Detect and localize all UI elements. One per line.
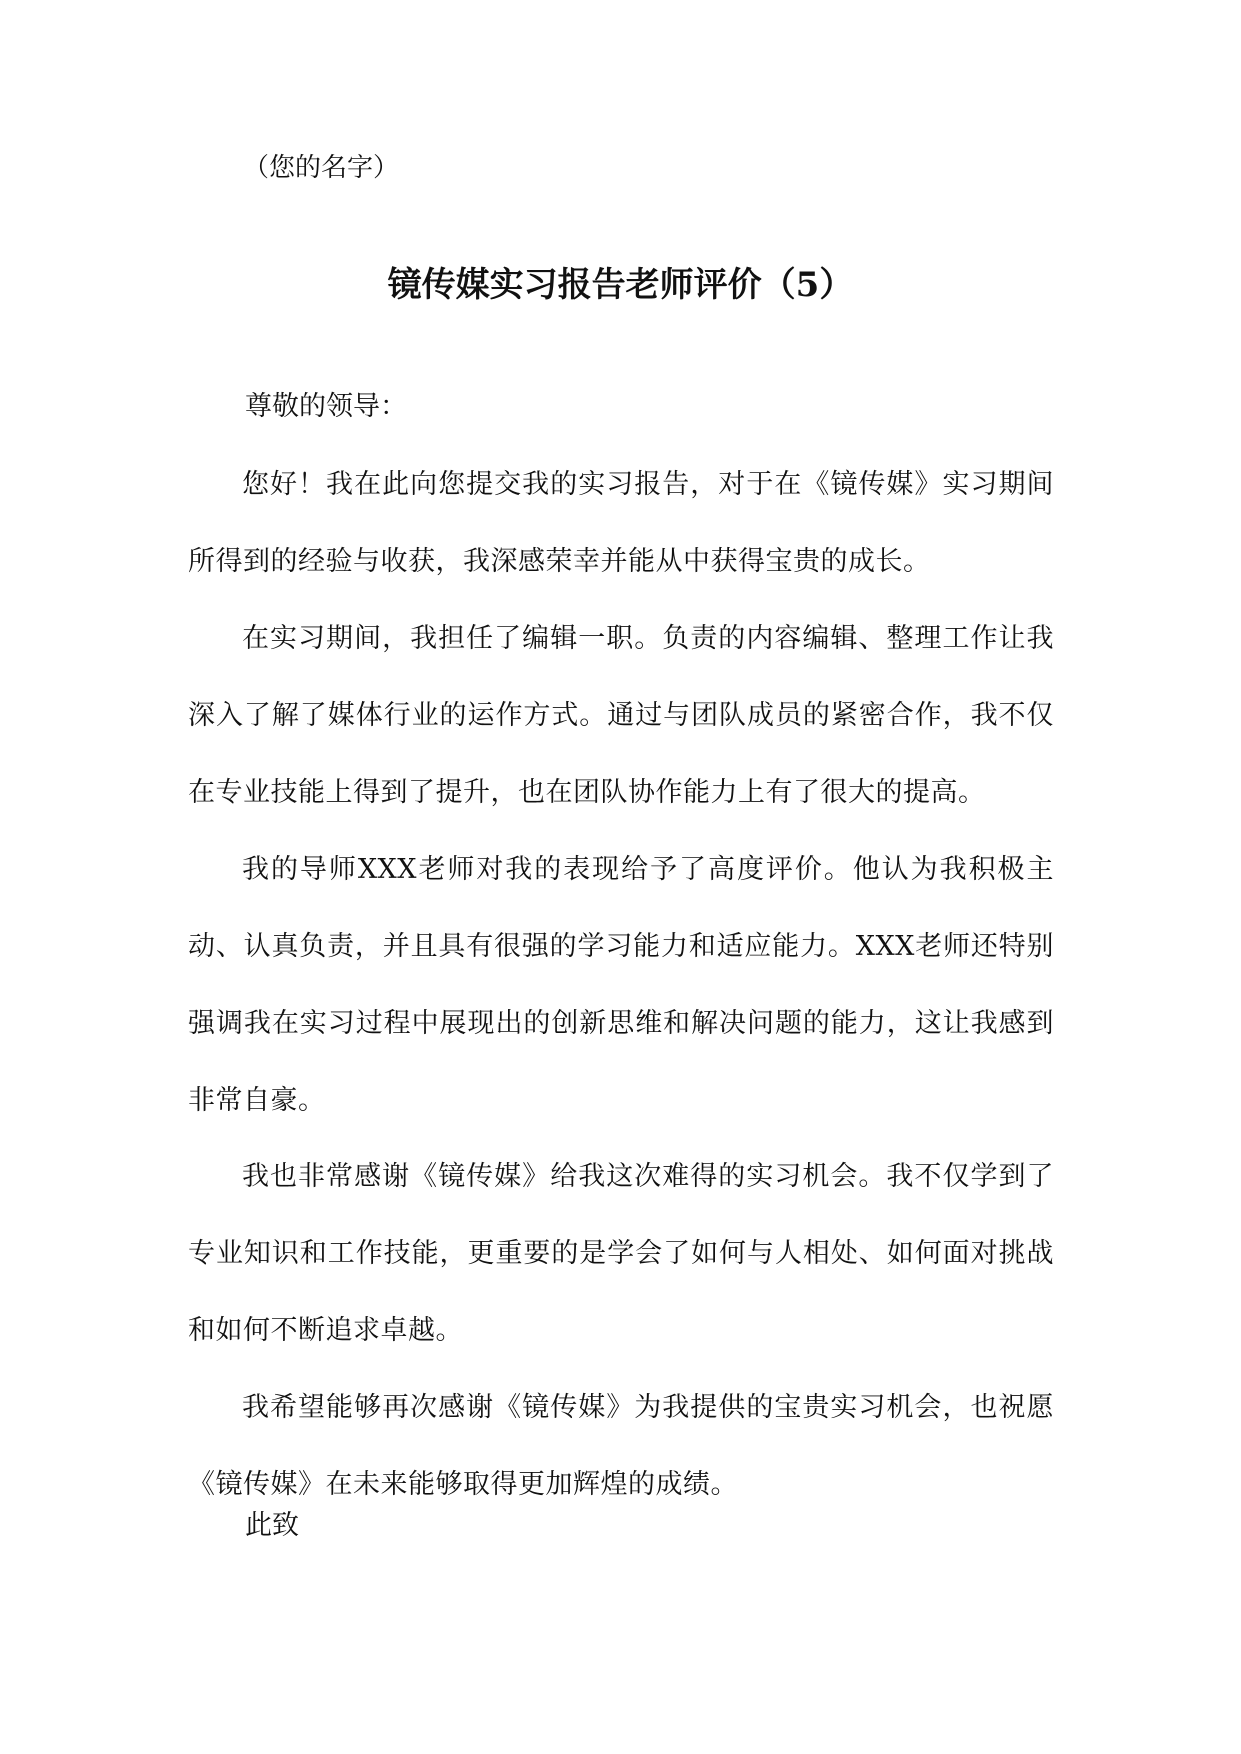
paragraph-internship-role: 在实习期间，我担任了编辑一职。负责的内容编辑、整理工作让我深入了解了媒体行业的运作方式。通过与团队成员的紧密合作，我不仅在专业技能上得到了提升，也在团队协作能力上有了很大的提高。	[188, 623, 1054, 808]
paragraph-mentor-evaluation: 我的导师XXX老师对我的表现给予了高度评价。他认为我积极主动、认真负责，并且具有很强的学习能力和适应能力。XXX老师还特别强调我在实习过程中展现出的创新思维和解决问题的能力，这让我感到非常自豪。	[188, 854, 1054, 1116]
document-title: 镜传媒实习报告老师评价（5）	[387, 265, 854, 305]
paragraph-greeting: 您好！我在此向您提交我的实习报告，对于在《镜传媒》实习期间所得到的经验与收获，我深感荣幸并能从中获得宝贵的成长。	[188, 469, 1054, 577]
paragraph-gratitude: 我也非常感谢《镜传媒》给我这次难得的实习机会。我不仅学到了专业知识和工作技能，更重要的是学会了如何与人相处、如何面对挑战和如何不断追求卓越。	[188, 1161, 1054, 1346]
paragraph-wishes: 我希望能够再次感谢《镜传媒》为我提供的宝贵实习机会，也祝愿《镜传媒》在未来能够取得更加辉煌的成绩。	[188, 1392, 1054, 1500]
salutation: 尊敬的领导：	[245, 391, 407, 422]
author-name-placeholder: （您的名字）	[243, 153, 400, 183]
closing-phrase: 此致	[245, 1510, 299, 1541]
